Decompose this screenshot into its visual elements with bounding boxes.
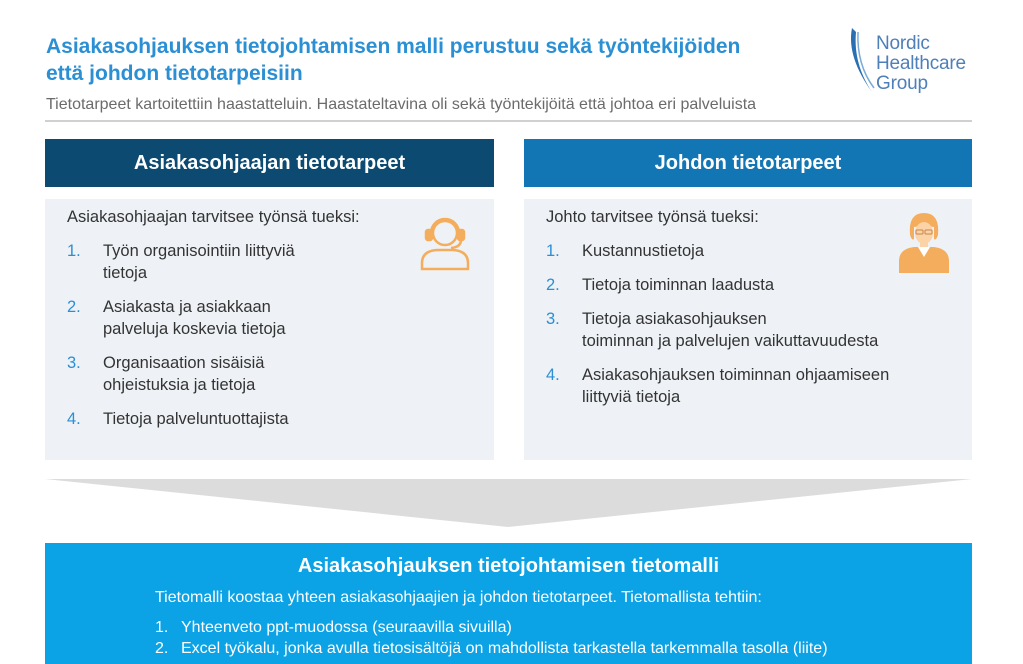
list-item: [546, 308, 889, 352]
right-column-heading: Johdon tietotarpeet: [524, 139, 972, 187]
left-column-box: [45, 199, 494, 460]
item-number: 4.: [67, 410, 81, 428]
item-text: Työn organisointiin liittyviä tietoja: [103, 242, 295, 282]
item-number: 1.: [155, 619, 169, 636]
item-number: 1.: [546, 242, 560, 260]
logo-swoosh-icon: [846, 26, 876, 96]
item-number: 2.: [546, 276, 560, 294]
item-number: 1.: [67, 242, 81, 260]
information-model-box: [45, 543, 972, 664]
item-text: Asiakasohjauksen toiminnan ohjaamiseen liittyviä tietoja: [582, 366, 890, 406]
page-title: Asiakasohjauksen tietojohtamisen malli perustuu sekä työntekijöiden että johdon tietotarpeisiin: [46, 35, 741, 85]
item-number: 4.: [546, 366, 560, 384]
left-needs-list: [67, 240, 295, 430]
item-text: Asiakasta ja asiakkaan palveluja koskevia tietoja: [103, 298, 286, 338]
item-number: 3.: [546, 310, 560, 328]
right-column-box: [524, 199, 972, 460]
item-text: Tietoja toiminnan laadusta: [582, 276, 775, 294]
list-item: [67, 296, 295, 340]
information-model-intro: Tietomalli koostaa yhteen asiakasohjaajien ja johdon tietotarpeet. Tietomallista tehtiin:: [155, 589, 762, 606]
title-divider: [45, 120, 972, 122]
logo-line-1: Nordic: [876, 33, 930, 54]
item-text: Tietoja asiakasohjauksen toiminnan ja palvelujen vaikuttavuudesta: [582, 310, 879, 350]
item-text: Yhteenveto ppt-muodossa (seuraavilla sivuilla): [181, 619, 512, 636]
item-text: Excel työkalu, jonka avulla tietosisältöjä on mahdollista tarkastella tarkemmalla tasolla (liite): [181, 640, 828, 657]
list-item: [155, 638, 828, 659]
nordic-healthcare-group-logo: [846, 26, 986, 100]
item-number: 3.: [67, 354, 81, 372]
list-item: [546, 274, 889, 296]
list-item: [67, 240, 295, 284]
list-item: [546, 240, 889, 262]
left-intro: Asiakasohjaajan tarvitsee työnsä tueksi:: [67, 208, 360, 226]
page-subtitle: Tietotarpeet kartoitettiin haastatteluin. Haastateltavina oli sekä työntekijöitä että johtoa eri palveluista: [46, 96, 757, 113]
list-item: [67, 352, 295, 396]
left-column-heading: Asiakasohjaajan tietotarpeet: [45, 139, 494, 187]
headset-person-icon: [417, 211, 473, 271]
right-needs-list: [546, 240, 889, 408]
funnel-arrow: [45, 479, 972, 529]
manager-person-icon: [896, 209, 952, 275]
item-text: Organisaation sisäisiä ohjeistuksia ja tietoja: [103, 354, 265, 394]
list-item: [546, 364, 889, 408]
item-number: 2.: [67, 298, 81, 316]
item-text: Kustannustietoja: [582, 242, 705, 260]
logo-wordmark: [876, 34, 966, 94]
list-item: [155, 617, 828, 638]
information-model-title: Asiakasohjauksen tietojohtamisen tietomalli: [297, 555, 720, 577]
right-intro: Johto tarvitsee työnsä tueksi:: [546, 208, 759, 226]
list-item: [67, 408, 295, 430]
item-number: 2.: [155, 640, 169, 657]
logo-line-3: Group: [876, 73, 928, 94]
logo-line-2: Healthcare: [876, 53, 966, 74]
information-model-list: [155, 617, 828, 659]
item-text: Tietoja palveluntuottajista: [103, 410, 289, 428]
